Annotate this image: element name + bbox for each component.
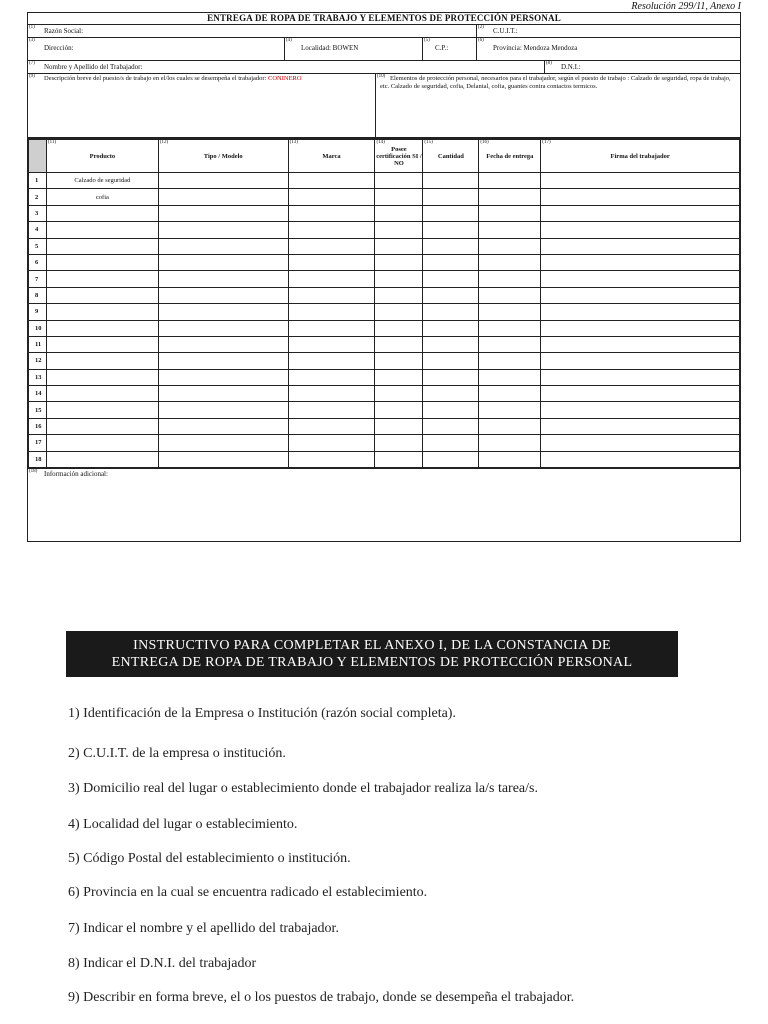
row-number: 15 [29,402,47,418]
fecha-cell[interactable] [479,287,541,303]
row-number: 10 [29,320,47,336]
certificacion-cell[interactable] [375,189,423,205]
row-number: 14 [29,386,47,402]
header-cantidad [423,140,479,173]
header-certificacion [375,140,423,173]
cantidad-cell[interactable] [423,320,479,336]
cantidad-cell[interactable] [423,205,479,221]
form-frame [27,12,741,542]
header-fecha [479,140,541,173]
row-number: 18 [29,451,47,467]
certificacion-cell[interactable] [375,418,423,434]
row-number: 1 [29,173,47,189]
cantidad-cell[interactable] [423,336,479,352]
cuit-label: C.U.I.T.: [493,27,518,35]
header-marca [288,140,375,173]
table-row [29,353,740,369]
informacion-adicional-field[interactable] [28,468,740,541]
producto-cell[interactable] [46,222,158,238]
table-row [29,451,740,467]
tipo-modelo-cell[interactable] [158,287,288,303]
table-row [29,304,740,320]
certificacion-cell[interactable] [375,435,423,451]
cantidad-cell[interactable] [423,386,479,402]
tipo-modelo-cell[interactable] [158,205,288,221]
producto-cell[interactable] [46,435,158,451]
producto-cell[interactable] [46,369,158,385]
instruction-item: 4) Localidad del lugar o establecimiento. [68,817,298,832]
dni-label: D.N.I.: [561,63,581,71]
marca-cell[interactable] [288,287,375,303]
table-row [29,254,740,270]
row-number: 4 [29,222,47,238]
fecha-cell[interactable] [479,205,541,221]
certificacion-cell[interactable] [375,271,423,287]
tipo-modelo-cell[interactable] [158,402,288,418]
marca-cell[interactable] [288,336,375,352]
header-label: Posee certificación SI / NO [376,145,422,167]
instructivo-title [66,631,678,677]
firma-cell[interactable] [541,238,740,254]
firma-cell[interactable] [541,320,740,336]
field-number: (10) [377,74,386,79]
firma-cell[interactable] [541,287,740,303]
field-number: (6) [478,38,484,43]
cantidad-cell[interactable] [423,435,479,451]
direccion-label: Dirección: [44,44,74,52]
marca-cell[interactable] [288,369,375,385]
fecha-cell[interactable] [479,238,541,254]
cantidad-cell[interactable] [423,369,479,385]
tipo-modelo-cell[interactable] [158,254,288,270]
cantidad-cell[interactable] [423,254,479,270]
tipo-modelo-cell[interactable] [158,304,288,320]
table-row [29,336,740,352]
row-number: 11 [29,336,47,352]
field-number: (17) [542,140,551,145]
header-label: Marca [322,152,341,160]
table-row [29,238,740,254]
header-label: Fecha de entrega [486,152,534,160]
firma-cell[interactable] [541,205,740,221]
dni-field[interactable] [544,61,740,73]
table-row [29,287,740,303]
producto-cell[interactable] [46,254,158,270]
puesto-label: Descripción breve del puesto/s de trabajo en el/los cuales se desempeña el trabajador: [44,75,267,82]
field-number: (1) [29,25,35,30]
field-number: (18) [29,469,38,474]
firma-cell[interactable] [541,386,740,402]
table-row [29,435,740,451]
row-number: 9 [29,304,47,320]
row-number: 16 [29,418,47,434]
tipo-modelo-cell[interactable] [158,320,288,336]
firma-cell[interactable] [541,369,740,385]
tipo-modelo-cell[interactable] [158,451,288,467]
field-number: (3) [29,38,35,43]
table-row [29,189,740,205]
field-number: (7) [29,61,35,66]
certificacion-cell[interactable] [375,369,423,385]
cantidad-cell[interactable] [423,304,479,320]
localidad-field[interactable] [284,38,422,60]
cantidad-cell[interactable] [423,271,479,287]
fecha-cell[interactable] [479,254,541,270]
instruction-item: 1) Identificación de la Empresa o Institución (razón social completa). [68,706,456,721]
direccion-field[interactable] [28,38,284,60]
certificacion-cell[interactable] [375,205,423,221]
firma-cell[interactable] [541,254,740,270]
header-producto [46,140,158,173]
puesto-field[interactable] [28,74,375,137]
table-row [29,402,740,418]
field-number: (16) [480,140,489,145]
provincia-field[interactable] [476,38,740,60]
header-number-cell [29,140,47,173]
certificacion-cell[interactable] [375,173,423,189]
tipo-modelo-cell[interactable] [158,435,288,451]
marca-cell[interactable] [288,173,375,189]
header-label: Producto [89,152,116,160]
cantidad-cell[interactable] [423,418,479,434]
firma-cell[interactable] [541,271,740,287]
tipo-modelo-cell[interactable] [158,336,288,352]
razon-social-label: Razón Social: [44,27,84,35]
fecha-cell[interactable] [479,222,541,238]
fecha-cell[interactable] [479,451,541,467]
certificacion-cell[interactable] [375,287,423,303]
field-number: (13) [289,140,298,145]
tipo-modelo-cell[interactable] [158,189,288,205]
tipo-modelo-cell[interactable] [158,369,288,385]
producto-cell[interactable] [46,402,158,418]
firma-cell[interactable] [541,173,740,189]
header-firma [541,140,740,173]
cantidad-cell[interactable] [423,287,479,303]
table-row [29,173,740,189]
table-row [29,222,740,238]
marca-cell[interactable] [288,205,375,221]
firma-cell[interactable] [541,353,740,369]
provincia-label: Provincia: Mendoza Mendoza [493,44,578,52]
tipo-modelo-cell[interactable] [158,238,288,254]
field-number: (15) [424,140,433,145]
row-number: 17 [29,435,47,451]
producto-cell[interactable] [46,336,158,352]
row-descripcion [28,74,740,139]
certificacion-cell[interactable] [375,402,423,418]
marca-cell[interactable] [288,435,375,451]
marca-cell[interactable] [288,304,375,320]
certificacion-cell[interactable] [375,304,423,320]
header-label: Cantidad [437,152,464,160]
table-row [29,271,740,287]
producto-cell[interactable] [46,304,158,320]
instructivo-title-line1: INSTRUCTIVO PARA COMPLETAR EL ANEXO I, DE LA CONSTANCIA DE [133,638,611,653]
row-number: 6 [29,254,47,270]
row-number: 7 [29,271,47,287]
cantidad-cell[interactable] [423,451,479,467]
instruction-item: 2) C.U.I.T. de la empresa o institución. [68,746,286,761]
fecha-cell[interactable] [479,320,541,336]
field-number: (14) [376,140,385,145]
cuit-field[interactable] [476,25,740,37]
row-razon-social [28,25,740,38]
certificacion-cell[interactable] [375,386,423,402]
marca-cell[interactable] [288,353,375,369]
fecha-cell[interactable] [479,173,541,189]
fecha-cell[interactable] [479,304,541,320]
tipo-modelo-cell[interactable] [158,353,288,369]
marca-cell[interactable] [288,320,375,336]
producto-cell[interactable]: Calzado de seguridad [46,173,158,189]
producto-cell[interactable] [46,238,158,254]
elementos-label: Elementos de protección personal, necesarios para el trabajador, según el puesto de trabajo : Calzado de seguridad, ropa de trabajo, etc. Calzado de seguridad, cofia, Delantal, cofia, guantes contra contactos termicos. [380,75,731,90]
puesto-text [44,75,372,83]
row-trabajador [28,61,740,74]
firma-cell[interactable] [541,189,740,205]
firma-cell[interactable] [541,451,740,467]
header-tipo-modelo [158,140,288,173]
producto-cell[interactable] [46,451,158,467]
producto-cell[interactable] [46,320,158,336]
tipo-modelo-cell[interactable] [158,271,288,287]
certificacion-cell[interactable] [375,254,423,270]
marca-cell[interactable] [288,402,375,418]
cantidad-cell[interactable] [423,173,479,189]
row-number: 5 [29,238,47,254]
instruction-item: 7) Indicar el nombre y el apellido del trabajador. [68,921,339,936]
fecha-cell[interactable] [479,271,541,287]
row-number: 8 [29,287,47,303]
instruction-item: 3) Domicilio real del lugar o establecimiento donde el trabajador realiza la/s tarea/s. [68,781,538,796]
form-title: ENTREGA DE ROPA DE TRABAJO Y ELEMENTOS DE PROTECCIÓN PERSONAL [28,13,740,25]
row-number: 2 [29,189,47,205]
marca-cell[interactable] [288,254,375,270]
firma-cell[interactable] [541,304,740,320]
resolution-reference: Resolución 299/11, Anexo I [631,1,741,12]
certificacion-cell[interactable] [375,451,423,467]
cantidad-cell[interactable] [423,353,479,369]
cantidad-cell[interactable] [423,238,479,254]
producto-cell[interactable] [46,418,158,434]
certificacion-cell[interactable] [375,353,423,369]
marca-cell[interactable] [288,222,375,238]
field-number: (9) [29,74,35,79]
field-number: (5) [424,38,430,43]
header-label: Firma del trabajador [610,152,670,160]
certificacion-cell[interactable] [375,238,423,254]
fecha-cell[interactable] [479,435,541,451]
fecha-cell[interactable] [479,386,541,402]
marca-cell[interactable] [288,271,375,287]
header-label: Tipo / Modelo [203,152,243,160]
firma-cell[interactable] [541,336,740,352]
table-row [29,418,740,434]
marca-cell[interactable] [288,418,375,434]
cp-label: C.P.: [435,44,449,52]
localidad-label: Localidad: BOWEN [301,44,359,52]
marca-cell[interactable] [288,386,375,402]
puesto-value: CONINERO [267,75,302,82]
cantidad-cell[interactable] [423,402,479,418]
instruction-item: 6) Provincia en la cual se encuentra radicado el establecimiento. [68,885,428,900]
cantidad-cell[interactable] [423,222,479,238]
field-number: (8) [546,61,552,66]
row-direccion [28,38,740,61]
informacion-adicional-label: Información adicional: [44,470,108,478]
table-header-row [29,140,740,173]
producto-cell[interactable] [46,353,158,369]
marca-cell[interactable] [288,238,375,254]
elementos-field[interactable] [375,74,740,137]
certificacion-cell[interactable] [375,222,423,238]
firma-cell[interactable] [541,222,740,238]
producto-cell[interactable]: cofia [46,189,158,205]
delivery-table [28,139,740,468]
instruction-item: 5) Código Postal del establecimiento o institución. [68,851,351,866]
cantidad-cell[interactable] [423,189,479,205]
fecha-cell[interactable] [479,353,541,369]
marca-cell[interactable] [288,451,375,467]
fecha-cell[interactable] [479,418,541,434]
field-number: (2) [478,25,484,30]
fecha-cell[interactable] [479,369,541,385]
row-number: 13 [29,369,47,385]
table-row [29,386,740,402]
producto-cell[interactable] [46,271,158,287]
razon-social-field[interactable] [28,25,476,37]
firma-cell[interactable] [541,435,740,451]
certificacion-cell[interactable] [375,320,423,336]
nombre-field[interactable] [28,61,544,73]
table-body [29,173,740,468]
instruction-item: 9) Describir en forma breve, el o los puestos de trabajo, donde se desempeña el trabajador. [68,990,575,1005]
producto-cell[interactable] [46,386,158,402]
row-number: 12 [29,353,47,369]
fecha-cell[interactable] [479,189,541,205]
table-row [29,205,740,221]
certificacion-cell[interactable] [375,336,423,352]
instructivo-title-line2: ENTREGA DE ROPA DE TRABAJO Y ELEMENTOS DE PROTECCIÓN PERSONAL [111,655,633,670]
instruction-item: 8) Indicar el D.N.I. del trabajador [68,956,257,971]
table-row [29,369,740,385]
row-number: 3 [29,205,47,221]
cp-field[interactable] [422,38,476,60]
fecha-cell[interactable] [479,402,541,418]
tipo-modelo-cell[interactable] [158,386,288,402]
tipo-modelo-cell[interactable] [158,418,288,434]
tipo-modelo-cell[interactable] [158,222,288,238]
marca-cell[interactable] [288,189,375,205]
field-number: (11) [47,140,57,145]
firma-cell[interactable] [541,418,740,434]
producto-cell[interactable] [46,287,158,303]
nombre-label: Nombre y Apellido del Trabajador: [44,63,143,71]
table-row [29,320,740,336]
tipo-modelo-cell[interactable] [158,173,288,189]
producto-cell[interactable] [46,205,158,221]
fecha-cell[interactable] [479,336,541,352]
field-number: (12) [159,140,169,145]
field-number: (4) [286,38,292,43]
firma-cell[interactable] [541,402,740,418]
